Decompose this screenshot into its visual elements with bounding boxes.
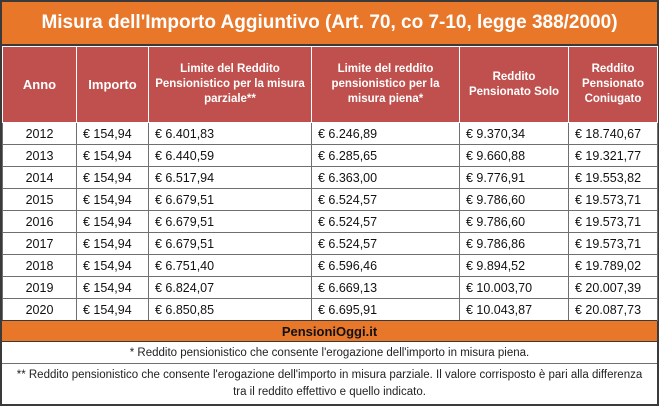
cell-parziale: € 6.440,59 (149, 145, 312, 167)
cell-coniugato: € 18.740,67 (569, 123, 658, 145)
cell-anno: 2014 (3, 167, 77, 189)
cell-importo: € 154,94 (77, 277, 149, 299)
table-row (3, 167, 658, 189)
cell-parziale: € 6.679,51 (149, 189, 312, 211)
table-row (3, 299, 658, 321)
cell-solo: € 9.786,60 (460, 211, 569, 233)
importo-aggiuntivo-table (2, 46, 658, 321)
cell-importo: € 154,94 (77, 233, 149, 255)
cell-anno: 2015 (3, 189, 77, 211)
brand-banner: PensioniOggi.it (2, 320, 657, 342)
cell-importo: € 154,94 (77, 167, 149, 189)
cell-coniugato: € 19.553,82 (569, 167, 658, 189)
cell-anno: 2013 (3, 145, 77, 167)
header-row (3, 47, 658, 123)
cell-piena: € 6.669,13 (312, 277, 460, 299)
note-misura-piena: * Reddito pensionistico che consente l'erogazione dell'importo in misura piena. (2, 342, 657, 364)
cell-importo: € 154,94 (77, 211, 149, 233)
cell-anno: 2019 (3, 277, 77, 299)
cell-solo: € 9.786,60 (460, 189, 569, 211)
cell-parziale: € 6.824,07 (149, 277, 312, 299)
cell-importo: € 154,94 (77, 299, 149, 321)
cell-solo: € 9.660,88 (460, 145, 569, 167)
cell-coniugato: € 20.087,73 (569, 299, 658, 321)
table-row (3, 123, 658, 145)
cell-piena: € 6.246,89 (312, 123, 460, 145)
cell-solo: € 9.370,34 (460, 123, 569, 145)
cell-piena: € 6.285,65 (312, 145, 460, 167)
cell-piena: € 6.524,57 (312, 233, 460, 255)
table-row (3, 277, 658, 299)
cell-anno: 2016 (3, 211, 77, 233)
table-title: Misura dell'Importo Aggiuntivo (Art. 70, co 7-10, legge 388/2000) (2, 2, 657, 46)
cell-importo: € 154,94 (77, 145, 149, 167)
note-misura-parziale: ** Reddito pensionistico che consente l'erogazione dell'importo in misura parziale. Il valore corrisposto è pari alla differenza tra il reddito effettivo e quello indicato. (16, 369, 643, 398)
cell-anno: 2018 (3, 255, 77, 277)
cell-piena: € 6.695,91 (312, 299, 460, 321)
cell-solo: € 9.786,86 (460, 233, 569, 255)
cell-coniugato: € 19.573,71 (569, 233, 658, 255)
cell-importo: € 154,94 (77, 189, 149, 211)
cell-anno: 2017 (3, 233, 77, 255)
cell-parziale: € 6.850,85 (149, 299, 312, 321)
cell-anno: 2012 (3, 123, 77, 145)
column-header-reddito-solo: Reddito Pensionato Solo (460, 47, 569, 123)
column-header-importo: Importo (77, 47, 149, 123)
cell-importo: € 154,94 (77, 123, 149, 145)
cell-solo: € 9.894,52 (460, 255, 569, 277)
column-header-limite-piena: Limite del reddito pensionistico per la misura piena* (312, 47, 460, 123)
cell-piena: € 6.363,00 (312, 167, 460, 189)
cell-coniugato: € 20.007,39 (569, 277, 658, 299)
column-header-limite-parziale: Limite del Reddito Pensionistico per la misura parziale** (149, 47, 312, 123)
table-row (3, 233, 658, 255)
cell-piena: € 6.596,46 (312, 255, 460, 277)
table-row (3, 211, 658, 233)
cell-solo: € 9.776,91 (460, 167, 569, 189)
table-row (3, 145, 658, 167)
cell-parziale: € 6.401,83 (149, 123, 312, 145)
column-header-anno: Anno (3, 47, 77, 123)
cell-solo: € 10.003,70 (460, 277, 569, 299)
cell-parziale: € 6.679,51 (149, 211, 312, 233)
cell-piena: € 6.524,57 (312, 211, 460, 233)
table-row (3, 189, 658, 211)
cell-piena: € 6.524,57 (312, 189, 460, 211)
cell-coniugato: € 19.321,77 (569, 145, 658, 167)
cell-coniugato: € 19.573,71 (569, 189, 658, 211)
cell-coniugato: € 19.789,02 (569, 255, 658, 277)
cell-solo: € 10.043,87 (460, 299, 569, 321)
cell-parziale: € 6.751,40 (149, 255, 312, 277)
cell-parziale: € 6.679,51 (149, 233, 312, 255)
cell-coniugato: € 19.573,71 (569, 211, 658, 233)
cell-anno: 2020 (3, 299, 77, 321)
cell-parziale: € 6.517,94 (149, 167, 312, 189)
table-row (3, 255, 658, 277)
column-header-reddito-coniugato: Reddito Pensionato Coniugato (569, 47, 658, 123)
cell-importo: € 154,94 (77, 255, 149, 277)
